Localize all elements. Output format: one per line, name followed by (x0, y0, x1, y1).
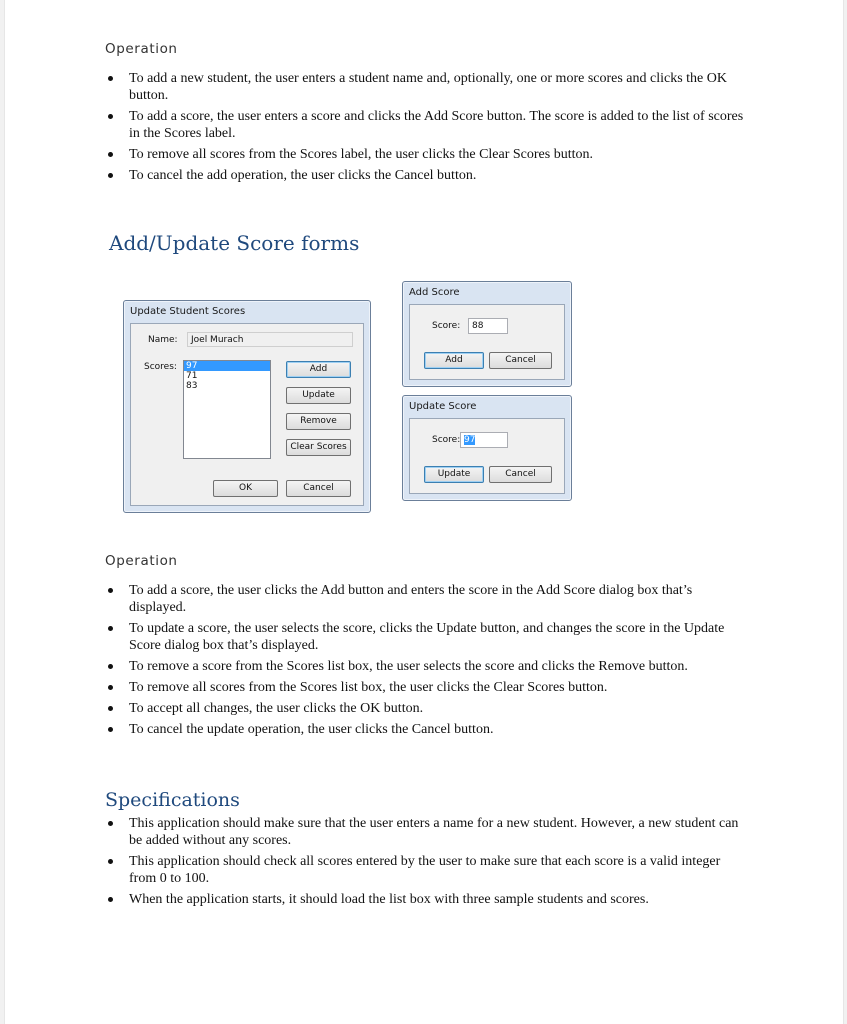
dialog-client-area (130, 323, 364, 506)
dialog-title: Update Student Scores (130, 306, 246, 317)
operation-list-1 (105, 70, 745, 188)
bullet-icon (108, 588, 113, 593)
scores-listbox[interactable] (183, 360, 271, 459)
ok-button[interactable]: OK (213, 480, 278, 497)
list-item: To cancel the update operation, the user clicks the Cancel button. (105, 721, 745, 738)
bullet-icon (108, 859, 113, 864)
name-label: Name: (148, 335, 178, 345)
bullet-icon (108, 173, 113, 178)
list-item: When the application starts, it should load the list box with three sample students and scores. (105, 891, 745, 908)
update-score-dialog (402, 395, 572, 501)
dialog-title: Update Score (409, 401, 477, 412)
bullet-icon (108, 897, 113, 902)
specifications-heading: Specifications (105, 789, 240, 811)
operation-list-2 (105, 582, 745, 742)
specifications-list (105, 815, 745, 912)
selected-score-text: 97 (464, 435, 476, 445)
clear-scores-button[interactable]: Clear Scores (286, 439, 351, 456)
bullet-icon (108, 626, 113, 631)
dialog-client-area (409, 304, 565, 380)
list-item: To add a score, the user enters a score and clicks the Add Score button. The score is added to the list of scores in the Scores label. (105, 108, 745, 142)
score-label: Score: (432, 435, 461, 445)
operation-heading-1: Operation (105, 41, 178, 57)
name-field[interactable]: Joel Murach (187, 332, 353, 347)
bullet-icon (108, 706, 113, 711)
add-score-dialog (402, 281, 572, 387)
add-button[interactable]: Add (424, 352, 484, 369)
remove-button[interactable]: Remove (286, 413, 351, 430)
list-item: To add a new student, the user enters a student name and, optionally, one or more scores and clicks the OK button. (105, 70, 745, 104)
scores-label: Scores: (144, 362, 177, 372)
bullet-icon (108, 664, 113, 669)
score-input[interactable] (460, 432, 508, 448)
forms-heading: Add/Update Score forms (109, 231, 360, 255)
dialog-client-area (409, 418, 565, 494)
list-item: To remove all scores from the Scores list box, the user clicks the Clear Scores button. (105, 679, 745, 696)
score-label: Score: (432, 321, 461, 331)
bullet-icon (108, 727, 113, 732)
list-item: To cancel the add operation, the user clicks the Cancel button. (105, 167, 745, 184)
cancel-button[interactable]: Cancel (489, 466, 552, 483)
list-item: This application should check all scores entered by the user to make sure that each score is a valid integer from 0 to 100. (105, 853, 745, 887)
list-item: To add a score, the user clicks the Add button and enters the score in the Add Score dialog box that’s displayed. (105, 582, 745, 616)
dialog-title: Add Score (409, 287, 460, 298)
update-button[interactable]: Update (424, 466, 484, 483)
update-button[interactable]: Update (286, 387, 351, 404)
score-input[interactable]: 88 (468, 318, 508, 334)
list-item[interactable]: 83 (186, 381, 198, 391)
cancel-button[interactable]: Cancel (286, 480, 351, 497)
update-student-scores-dialog (123, 300, 371, 513)
cancel-button[interactable]: Cancel (489, 352, 552, 369)
bullet-icon (108, 821, 113, 826)
bullet-icon (108, 114, 113, 119)
list-item: This application should make sure that the user enters a name for a new student. However, a new student can be added without any scores. (105, 815, 745, 849)
list-item: To update a score, the user selects the score, clicks the Update button, and changes the score in the Update Score dialog box that’s displayed. (105, 620, 745, 654)
bullet-icon (108, 76, 113, 81)
list-item: To remove all scores from the Scores label, the user clicks the Clear Scores button. (105, 146, 745, 163)
list-item: To remove a score from the Scores list box, the user selects the score and clicks the Remove button. (105, 658, 745, 675)
add-button[interactable]: Add (286, 361, 351, 378)
list-item: To accept all changes, the user clicks the OK button. (105, 700, 745, 717)
operation-heading-2: Operation (105, 553, 178, 569)
bullet-icon (108, 685, 113, 690)
document-page (4, 0, 844, 1024)
list-item[interactable]: 71 (186, 371, 198, 381)
bullet-icon (108, 152, 113, 157)
list-item[interactable]: 97 (184, 361, 270, 371)
